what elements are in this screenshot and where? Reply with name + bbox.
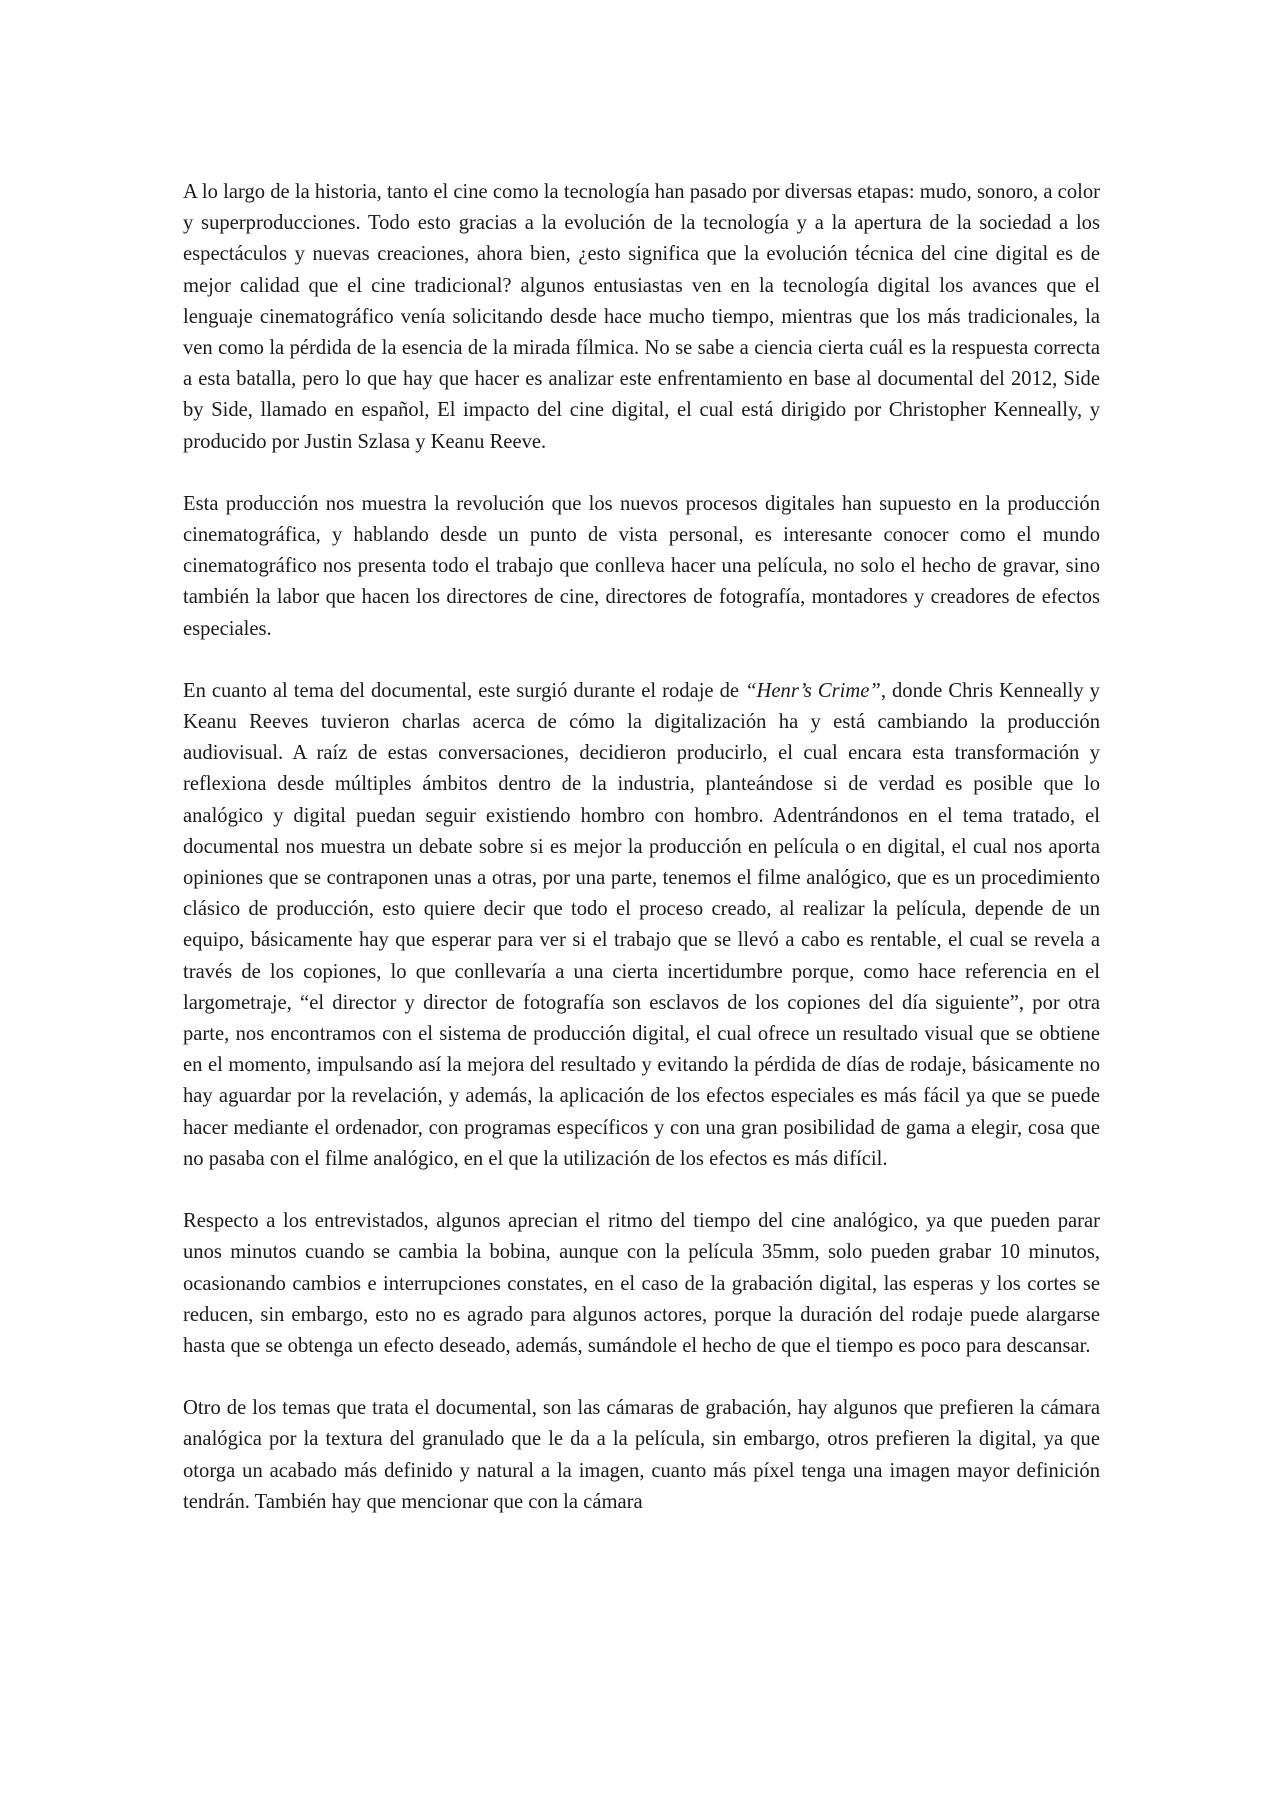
document-body	[183, 177, 1100, 1518]
paragraph-interviewees: Respecto a los entrevistados, algunos aprecian el ritmo del tiempo del cine analógico, ya que pueden parar unos minutos cuando se cambia la bobina, aunque con la película 35mm, solo pueden grabar 10 minutos, ocasionando cambios e interrupciones constates, en el caso de la grabación digital, las esperas y los cortes se reducen, sin embargo, esto no es agrado para algunos actores, porque la duración del rodaje puede alargarse hasta que se obtenga un efecto deseado, además, sumándole el hecho de que el tiempo es poco para descansar.	[183, 1210, 1100, 1357]
film-title: “Henr’s Crime”	[745, 679, 881, 702]
paragraph-text: En cuanto al tema del documental, este surgió durante el rodaje de	[183, 679, 746, 702]
paragraph-intro: A lo largo de la historia, tanto el cine como la tecnología han pasado por diversas etapas: mudo, sonoro, a color y superproducciones. Todo esto gracias a la evolución de la tecnología y a la apertura de la sociedad a los espectáculos y nuevas creaciones, ahora bien, ¿esto significa que la evolución técnica del cine digital es de mejor calidad que el cine tradicional? algunos entusiastas ven en la tecnología digital los avances que el lenguaje cinematográfico venía solicitando desde hace mucho tiempo, mientras que los más tradicionales, la ven como la pérdida de la esencia de la mirada fílmica. No se sabe a ciencia cierta cuál es la respuesta correcta a esta batalla, pero lo que hay que hacer es analizar este enfrentamiento en base al documental del 2012, Side by Side, llamado en español, El impacto del cine digital, el cual está dirigido por Christopher Kenneally, y producido por Justin Szlasa y Keanu Reeve.	[183, 181, 1100, 453]
paragraph-text: , donde Chris Kenneally y Keanu Reeves tuvieron charlas acerca de cómo la digitalización ha y está cambiando la producción audiovisual. A raíz de estas conversaciones, decidieron producirlo, el cual encara esta transformación y reflexiona desde múltiples ámbitos dentro de la industria, planteándose si de verdad es posible que lo analógico y digital puedan seguir existiendo hombro con hombro. Adentrándonos en el tema tratado, el documental nos muestra un debate sobre si es mejor la producción en película o en digital, el cual nos aporta opiniones que se contraponen unas a otras, por una parte, tenemos el filme analógico, que es un procedimiento clásico de producción, esto quiere decir que todo el proceso creado, al realizar la película, depende de un equipo, básicamente hay que esperar para ver si el trabajo que se llevó a cabo es rentable, el cual se revela a través de los copiones, lo que conllevaría a una cierta incertidumbre porque, como hace referencia en el largometraje, “el director y director de fotografía son esclavos de los copiones del día siguiente”, por otra parte, nos encontramos con el sistema de producción digital, el cual ofrece un resultado visual que se obtiene en el momento, impulsando así la mejora del resultado y evitando la pérdida de días de rodaje, básicamente no hay aguardar por la revelación, y además, la aplicación de los efectos especiales es más fácil ya que se puede hacer mediante el ordenador, con programas específicos y con una gran posibilidad de gama a elegir, cosa que no pasaba con el filme analógico, en el que la utilización de los efectos es más difícil.	[183, 679, 1100, 1170]
paragraph-documentary-theme	[183, 676, 1100, 1175]
paragraph-cameras: Otro de los temas que trata el documental, son las cámaras de grabación, hay algunos que prefieren la cámara analógica por la textura del granulado que le da a la película, sin embargo, otros prefieren la digital, ya que otorga un acabado más definido y natural a la imagen, cuanto más píxel tenga una imagen mayor definición tendrán. También hay que mencionar que con la cámara	[183, 1397, 1100, 1513]
paragraph-production: Esta producción nos muestra la revolución que los nuevos procesos digitales han supuesto en la producción cinematográfica, y hablando desde un punto de vista personal, es interesante conocer como el mundo cinematográfico nos presenta todo el trabajo que conlleva hacer una película, no solo el hecho de gravar, sino también la labor que hacen los directores de cine, directores de fotografía, montadores y creadores de efectos especiales.	[183, 492, 1100, 640]
